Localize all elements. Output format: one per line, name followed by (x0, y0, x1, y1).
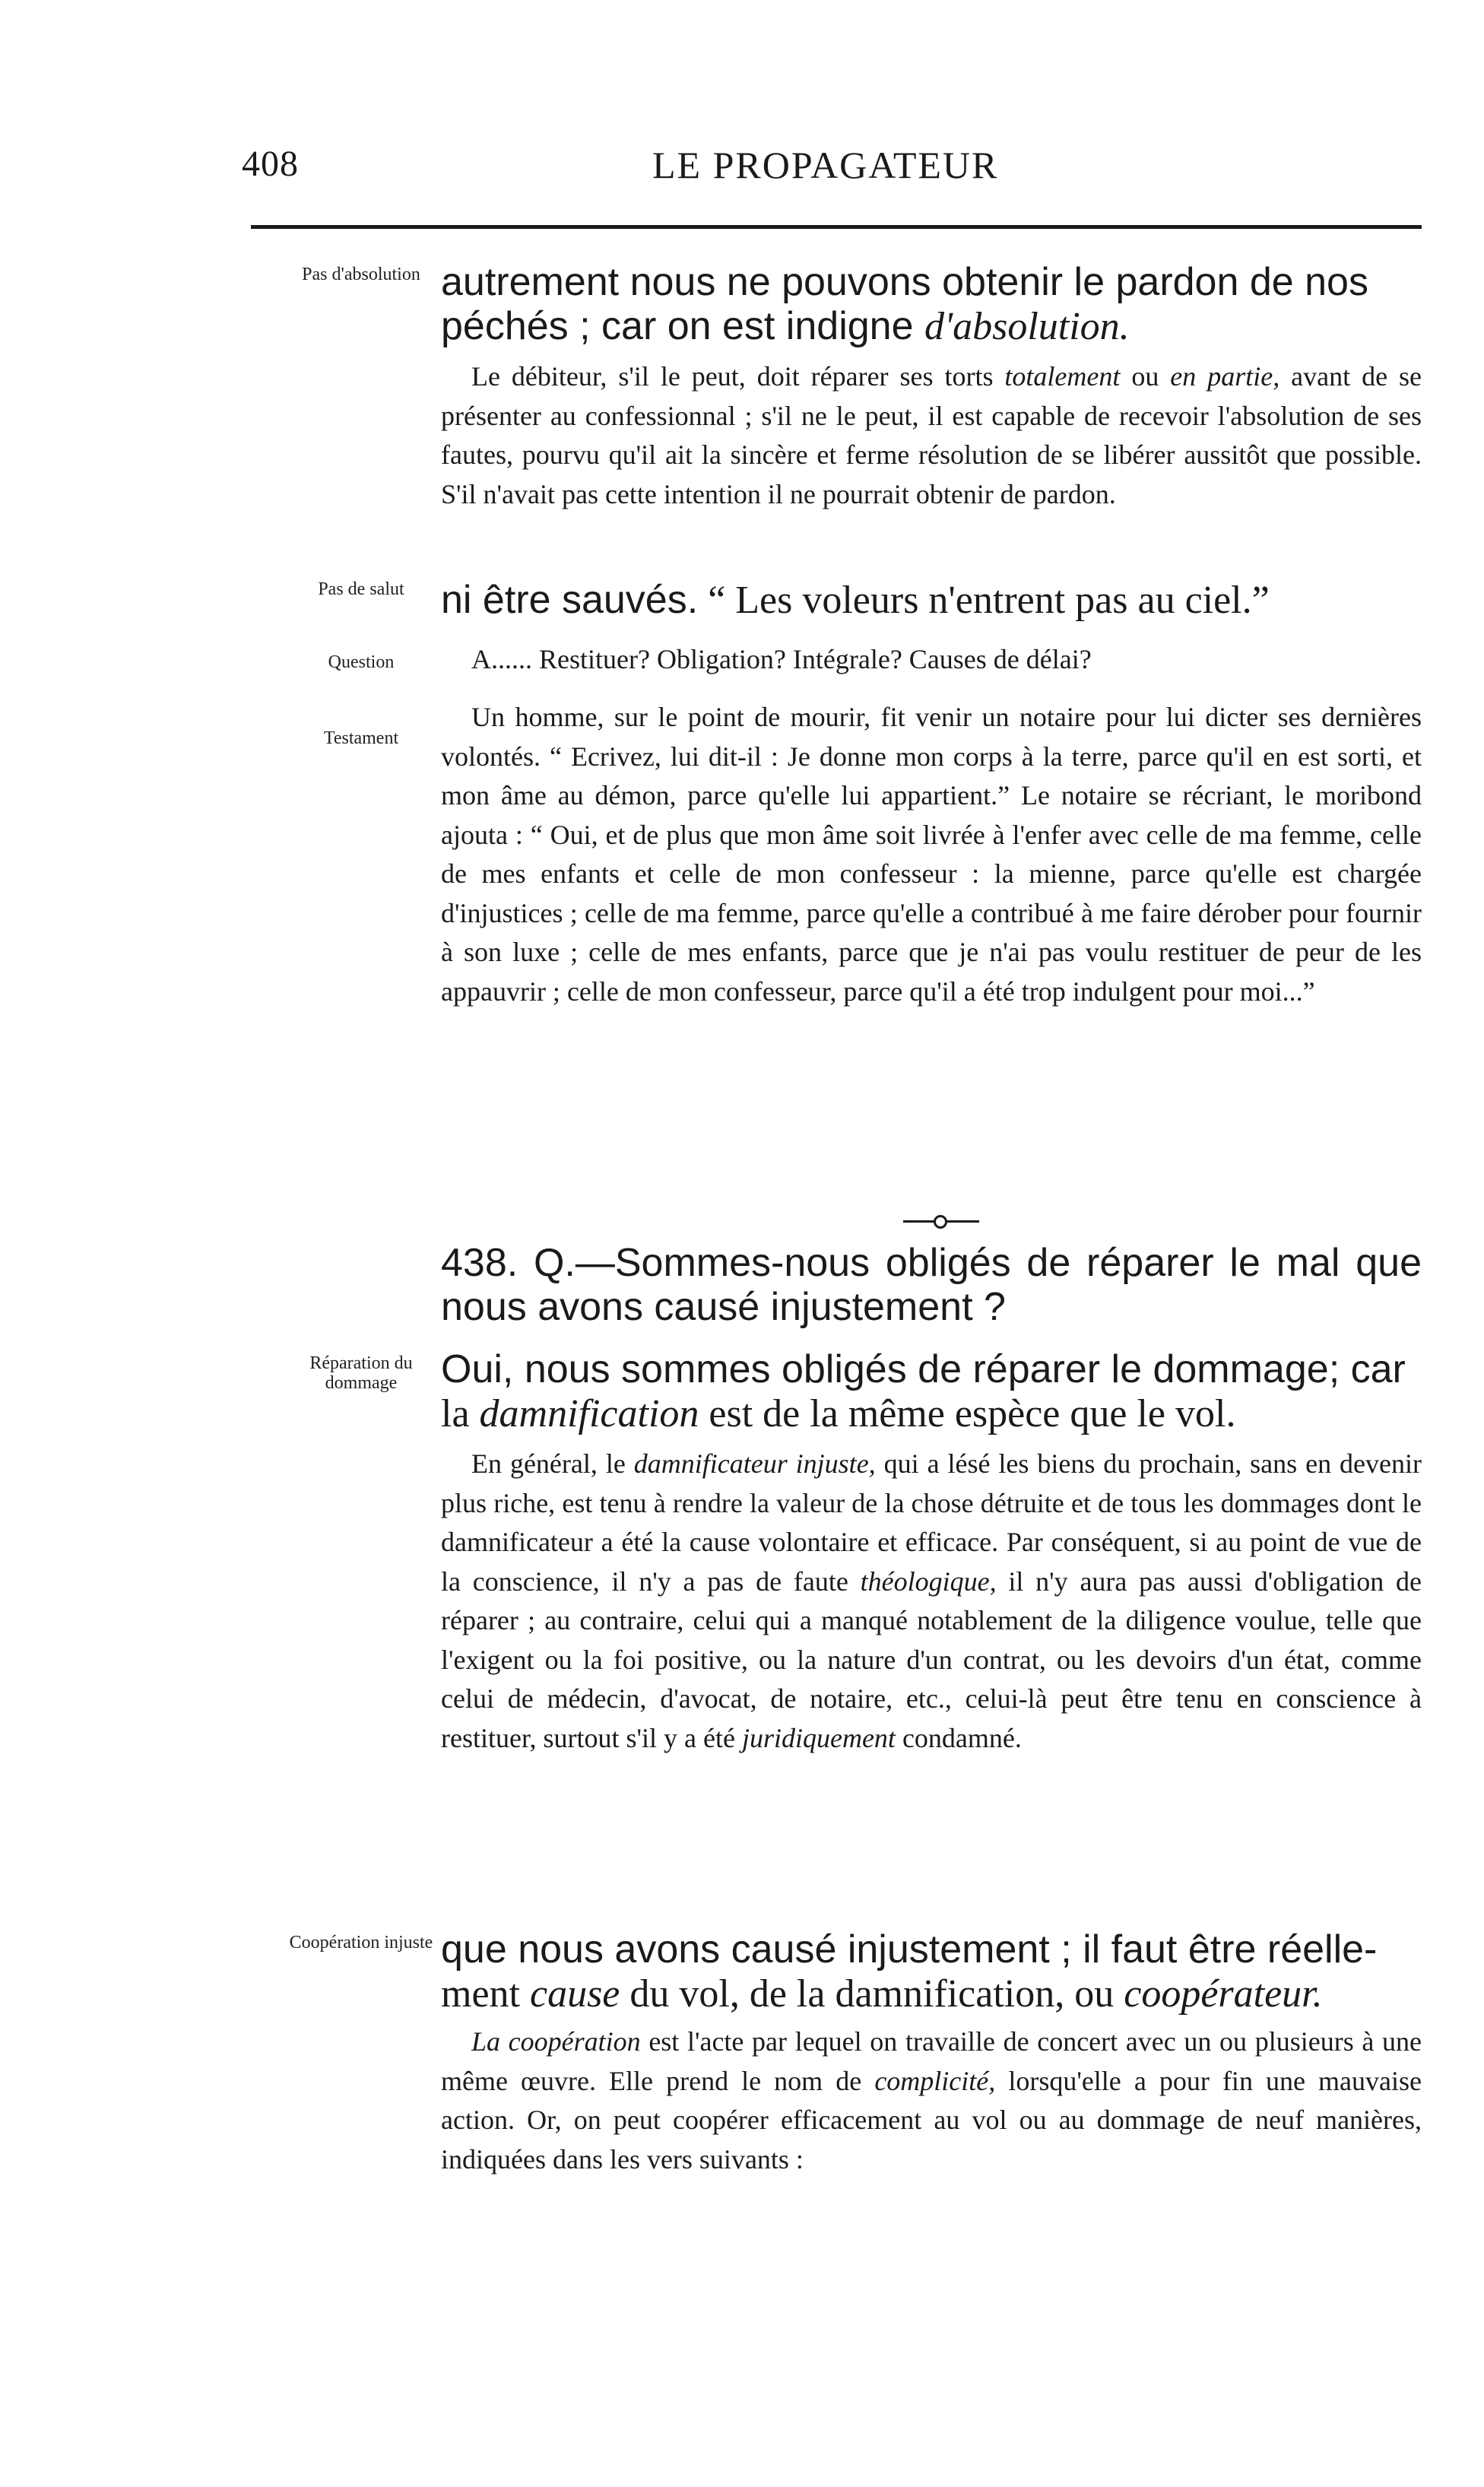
margin-note-cooperation: Coopération injuste (289, 1933, 433, 1952)
paragraph-testament: Un homme, sur le point de mourir, fit venir un notaire pour lui dicter ses dernières volontés. “ Ecrivez, lui dit-il : Je donne mon corps à la terre, parce qu'il en est sorti, et mon âme au démon, parce qu'elle lui appartient.” Le notaire se récriant, le moribond ajouta : “ Oui, et de plus que mon âme soit livrée à l'enfer avec celle de ma femme, celle de mes enfants et celle de mon confesseur : la mienne, parce qu'elle est chargée d'injustices ; celle de ma femme, parce qu'elle a contribué à me faire dérober pour fournir à son luxe ; celle de mes enfants, parce que je n'ai pas voulu restituer de peur de les appauvrir ; celle de mon confesseur, parce qu'il a été trop indulgent pour moi...” (441, 702, 1422, 1007)
paragraph-reparation (441, 1347, 1422, 1436)
paragraph-cooperation (441, 1927, 1422, 2016)
question-line: A...... Restituer? Obligation? Intégrale? Causes de délai? (471, 644, 1092, 674)
running-title: LE PROPAGATEUR (652, 144, 999, 186)
section-divider-dot (934, 1215, 947, 1229)
paragraph-reparation-line1: Oui, nous sommes obligés de réparer le dommage; car (441, 1347, 1406, 1391)
margin-note-question: Question (328, 652, 395, 672)
paragraph-reparation-line2: la damnification est de la même espèce que le vol. (441, 1392, 1236, 1435)
paragraph-pardon (441, 260, 1422, 349)
margin-note-reparation: Réparation du dommage (309, 1353, 413, 1393)
margin-note-pas-salut: Pas de salut (318, 579, 404, 599)
margin-note-testament: Testament (323, 728, 399, 748)
paragraph-complicite: La coopération est l'acte par lequel on travaille de concert avec un ou plusieurs à une même œuvre. Elle prend le nom de complicité, lorsqu'elle a pour fin une mauvaise action. Or, on peut coopérer efficacement au vol ou au dommage de neuf manières, indiquées dans les vers suivants : (441, 2026, 1422, 2175)
paragraph-cooperation-line2: ment cause du vol, de la damnification, ou coopérateur. (441, 1972, 1323, 2016)
paragraph-pardon-line2: péchés ; car on est indigne d'absolution. (441, 304, 1130, 348)
margin-note-pas-absolution: Pas d'absolution (302, 265, 420, 284)
paragraph-cooperation-line1: que nous avons causé injustement ; il faut être réelle- (441, 1927, 1378, 1972)
question-438: 438. Q.—Sommes-nous obligés de réparer le mal que nous avons causé injustement ? (441, 1241, 1422, 1329)
page-number: 408 (242, 144, 299, 184)
paragraph-damnificateur: En général, le damnificateur injuste, qui a lésé les biens du prochain, sans en devenir plus riche, est tenu à rendre la valeur de la chose détruite et de tous les dommages dont le damnificateur a été la cause volontaire et efficace. Par conséquent, si au point de vue de la conscience, il n'y a pas de faute théologique, il n'y aura pas aussi d'obligation de réparer ; au contraire, celui qui a manqué notablement de la diligence voulue, telle que l'exigent ou la foi positive, ou la nature d'un contrat, ou les devoirs d'un état, comme celui de médecin, d'avocat, de notaire, etc., celui-là peut être tenu en conscience à restituer, surtout s'il y a été juridiquement condamné. (441, 1448, 1422, 1753)
header-rule (251, 225, 1422, 229)
paragraph-debiteur: Le débiteur, s'il le peut, doit réparer ses torts totalement ou en partie, avant de se présenter au confessionnal ; s'il ne le peut, il est capable de recevoir l'absolution de ses fautes, pourvu qu'il ait la sincère et ferme résolution de se libérer aussitôt que possible. S'il n'avait pas cette intention il ne pourrait obtenir de pardon. (441, 361, 1422, 509)
paragraph-salut: ni être sauvés. “ Les voleurs n'entrent pas au ciel.” (441, 578, 1270, 622)
paragraph-pardon-line1: autrement nous ne pouvons obtenir le pardon de nos (441, 260, 1368, 304)
